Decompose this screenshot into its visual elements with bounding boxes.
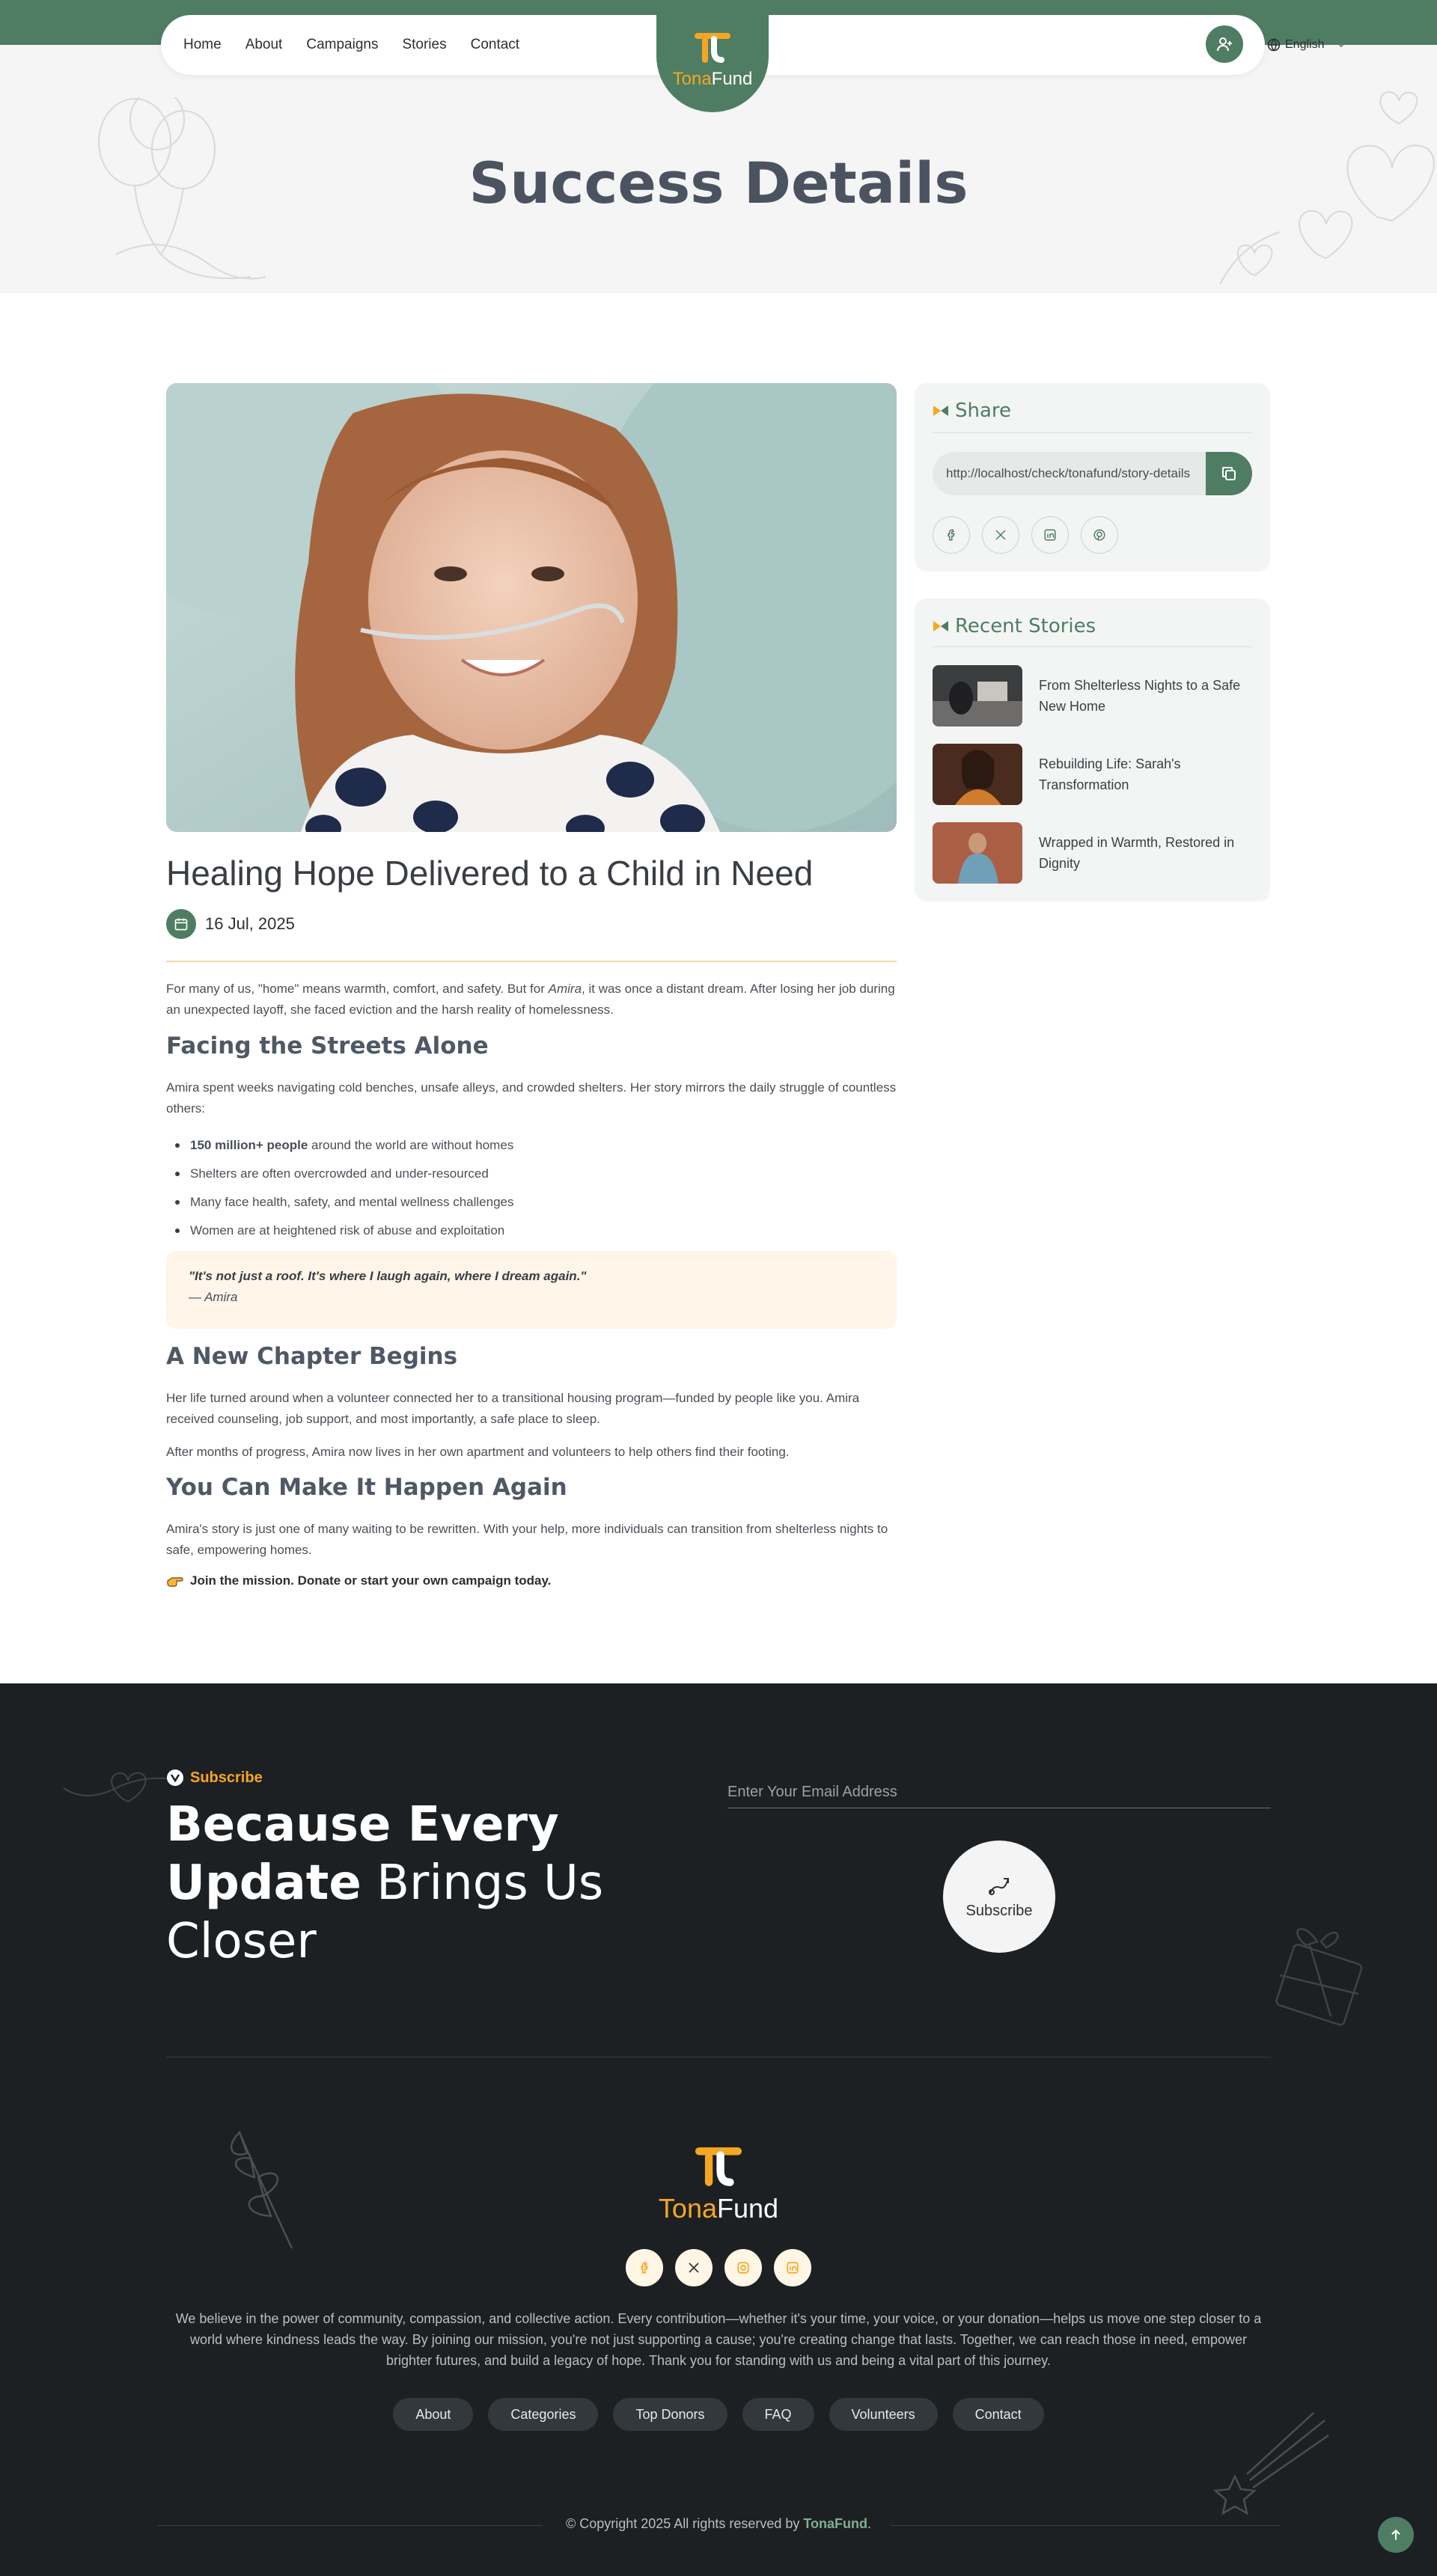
testimonial-quote [166,1251,897,1329]
user-plus-icon [1215,35,1233,53]
story-hero-image [166,383,897,832]
linkedin-link[interactable] [774,2249,811,2286]
page-title: Success Details [469,150,968,216]
paragraph-progress: After months of progress, Amira now lives in her own apartment and volunteers to help others find their footing. [166,1445,790,1459]
footer-link-contact[interactable]: Contact [953,2398,1044,2431]
badge-icon [166,1769,184,1787]
facebook-share-button[interactable] [933,516,970,554]
paragraph-struggle: Amira spent weeks navigating cold benches, unsafe alleys, and crowded shelters. Her story mirrors the daily struggle of countless others: [166,1080,897,1116]
facebook-link[interactable] [626,2249,663,2286]
title-divider [166,961,897,962]
nav-about[interactable]: About [245,37,283,52]
intro-paragraph: For many of us, "home" means warmth, comfort, and safety. But for Amira, it was once a distant dream. After losing her job during an unexpected layoff, she faced eviction and the harsh reality of homelessness. [166,982,895,1017]
share-url-field[interactable]: http://localhost/check/tonafund/story-details [933,452,1206,495]
cta-text: Join the mission. Donate or start your own campaign today. [190,1573,552,1588]
subscribe-label: Subscribe [166,1769,263,1787]
facebook-icon [638,2261,651,2274]
footer-link-categories[interactable]: Categories [488,2398,598,2431]
chevron-down-icon [1334,38,1348,52]
article-date [166,909,295,939]
share-heading: Share [933,400,1011,422]
x-twitter-icon [994,528,1007,542]
instagram-icon [736,2261,750,2274]
calendar-icon [166,909,196,939]
paper-plane-icon [986,1874,1013,1898]
quote-author: — Amira [189,1290,238,1304]
list-item: Shelters are often overcrowded and under-resourced [166,1160,897,1188]
copy-icon [1220,465,1238,483]
statistics-list [166,1131,897,1245]
x-share-button[interactable] [982,516,1019,554]
footer-logo[interactable] [0,2144,1437,2224]
subscribe-button[interactable]: Subscribe [943,1841,1055,1953]
share-divider [933,432,1252,433]
arrow-up-icon [1388,2527,1403,2542]
list-item: 150 million+ people around the world are without homes [166,1131,897,1160]
nav-campaigns[interactable]: Campaigns [306,37,379,52]
back-to-top-button[interactable] [1378,2517,1414,2553]
linkedin-share-button[interactable] [1031,516,1069,554]
recent-stories-heading: Recent Stories [933,615,1096,637]
story-title: From Shelterless Nights to a Safe New Home [1039,678,1241,714]
pinterest-share-button[interactable] [1081,516,1118,554]
footer-link-about[interactable]: About [393,2398,473,2431]
quote-text: "It's not just a roof. It's where I laugh again, where I dream again." [189,1269,587,1283]
linkedin-icon [786,2261,799,2274]
site-logo[interactable] [656,0,769,112]
language-label: English [1285,38,1325,51]
pointing-hand-icon [166,1573,184,1588]
footer-link-faq[interactable]: FAQ [742,2398,814,2431]
gift-box-decoration-icon [1265,1904,1377,2031]
paragraph-new-chapter: Her life turned around when a volunteer connected her to a transitional housing program—funded by people like you. Amira received counseling, job support, and most importantly, a safe place to sleep. [166,1391,860,1426]
newsletter-email-input[interactable] [727,1777,1271,1808]
story-thumbnail [933,744,1022,805]
linkedin-icon [1043,528,1057,542]
logo-wordmark: TonaFund [672,69,753,89]
section-heading-make-it-happen: You Can Make It Happen Again [166,1474,567,1501]
footer-link-top-donors[interactable]: Top Donors [613,2398,727,2431]
story-title: Rebuilding Life: Sarah's Transformation [1039,756,1181,792]
tonafund-logo-icon [692,30,733,66]
article-title: Healing Hope Delivered to a Child in Need [166,854,814,893]
footer-social-row [626,2249,811,2286]
copy-link-button[interactable] [1206,452,1252,495]
nav-home[interactable]: Home [183,37,222,52]
pinterest-icon [1093,528,1106,542]
globe-icon [1267,38,1281,52]
list-item: Many face health, safety, and mental wellness challenges [166,1188,897,1217]
bowtie-icon [933,619,949,633]
user-account-button[interactable] [1206,25,1243,63]
recent-story-item[interactable] [933,822,1252,884]
footer-links [0,2398,1437,2431]
story-thumbnail [933,822,1022,884]
tonafund-logo-icon [689,2144,748,2190]
bowtie-icon [933,404,949,417]
section-heading-facing-streets: Facing the Streets Alone [166,1032,489,1059]
story-title: Wrapped in Warmth, Restored in Dignity [1039,835,1235,871]
nav-contact[interactable]: Contact [470,37,520,52]
share-social-row [933,516,1118,554]
paragraph-rewritten: Amira's story is just one of many waiting to be rewritten. With your help, more individuals can transition from shelterless nights to safe, empowering homes. [166,1522,888,1557]
x-link[interactable] [675,2249,713,2286]
section-heading-new-chapter: A New Chapter Begins [166,1343,458,1370]
recent-stories-card [915,599,1270,902]
recent-story-item[interactable] [933,665,1252,726]
language-selector[interactable] [1267,30,1348,60]
x-twitter-icon [687,2261,701,2274]
subscribe-heading: Because Every Update Brings Us Closer [166,1797,604,1969]
nav-links [183,15,519,75]
footer-divider [166,2057,1271,2058]
copyright-text: © Copyright 2025 All rights reserved by TonaFund. [565,2516,872,2531]
site-footer [0,1683,1437,2576]
recent-divider [933,646,1252,647]
call-to-action [166,1573,551,1588]
footer-link-volunteers[interactable]: Volunteers [829,2398,938,2431]
recent-story-item[interactable] [933,744,1252,805]
share-card [915,383,1270,572]
story-thumbnail [933,665,1022,726]
date-text: 16 Jul, 2025 [205,914,295,933]
logo-wordmark: TonaFund [658,2193,779,2224]
list-item: Women are at heightened risk of abuse and exploitation [166,1217,897,1245]
nav-stories[interactable]: Stories [402,37,447,52]
footer-description: We believe in the power of community, compassion, and collective action. Every contribution—whether it's your time, your voice, or your donation—helps us move one step closer to a world where kindness leads the way. By joining our mission, you're not just supporting a cause; you're creating change that lasts. Together, we can reach those in need, empower brighter futures, and build a legacy of hope. Thank you for standing with us and being a vital part of this journey. [175,2311,1262,2368]
facebook-icon [945,528,958,542]
instagram-link[interactable] [724,2249,762,2286]
